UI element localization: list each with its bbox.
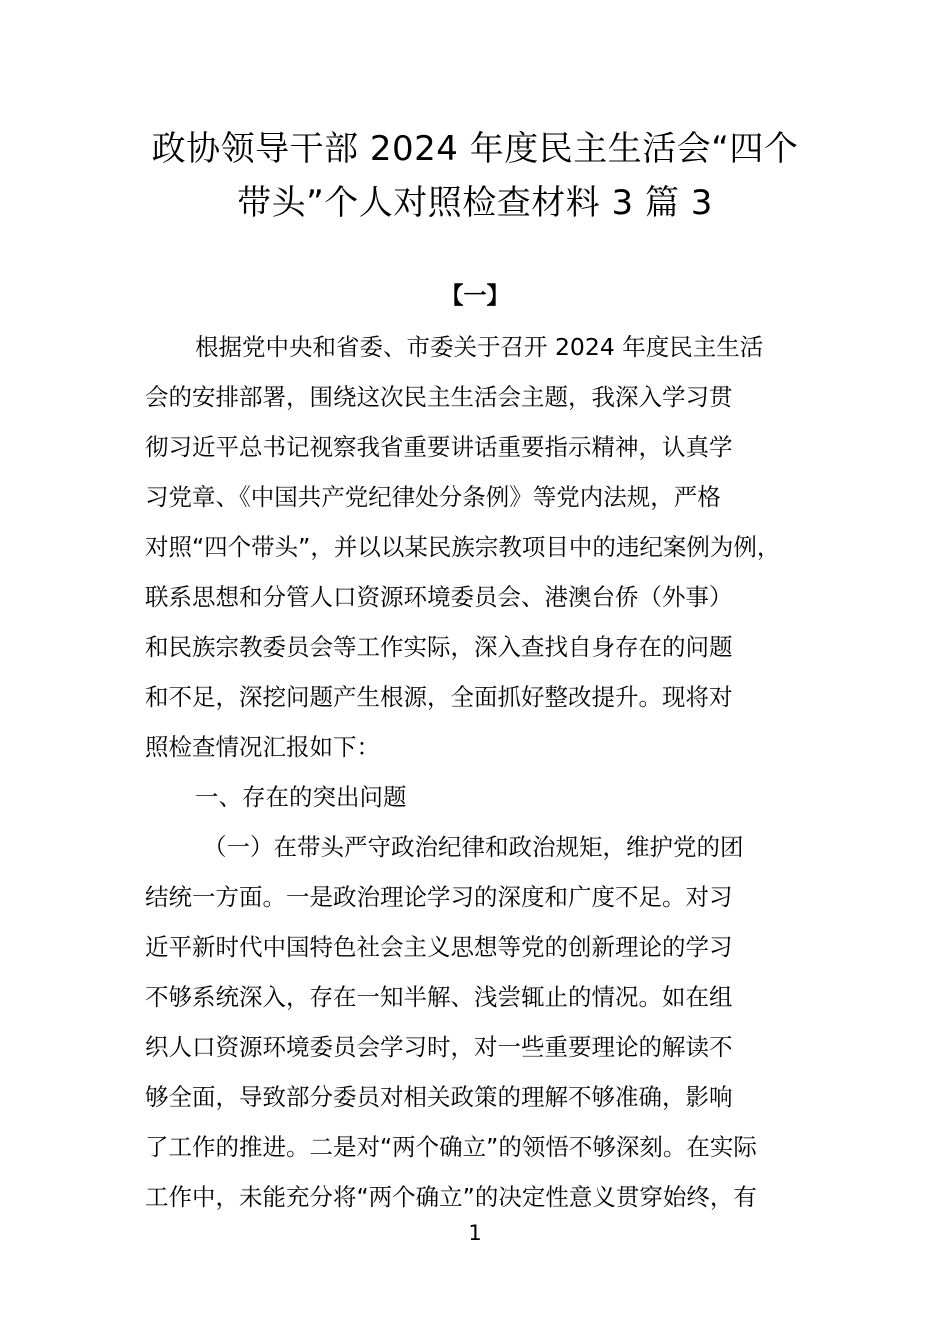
paragraph-line: 习党章、《中国共产党纪律处分条例》等党内法规，严格 xyxy=(145,483,721,511)
paragraph-line: 和民族宗教委员会等工作实际，深入查找自身存在的问题 xyxy=(145,633,733,661)
subsection-line: 近平新时代中国特色社会主义思想等党的创新理论的学习 xyxy=(145,933,733,961)
paragraph-line: 对照“四个带头”，并以以某民族宗教项目中的违纪案例为例， xyxy=(145,533,781,561)
section-heading: 【一】 xyxy=(440,283,510,309)
paragraph-line: 彻习近平总书记视察我省重要讲话重要指示精神，认真学 xyxy=(145,433,733,461)
paragraph-line: 照检查情况汇报如下： xyxy=(145,733,380,761)
subsection-line: 够全面，导致部分委员对相关政策的理解不够准确，影响 xyxy=(145,1083,733,1111)
paragraph-line: 联系思想和分管人口资源环境委员会、港澳台侨（外事） xyxy=(145,583,733,611)
subsection-line: （一）在带头严守政治纪律和政治规矩，维护党的团 xyxy=(203,833,744,861)
document-title xyxy=(120,122,830,230)
document-body xyxy=(145,322,845,1222)
title-line-1: 政协领导干部 2024 年度民主生活会“四个 xyxy=(151,129,799,169)
subsection-line: 工作中，未能充分将“两个确立”的决定性意义贯穿始终，有 xyxy=(145,1183,757,1211)
subsection-line: 不够系统深入，存在一知半解、浅尝辄止的情况。如在组 xyxy=(145,983,733,1011)
subsection-line: 了工作的推进。二是对“两个确立”的领悟不够深刻。在实际 xyxy=(145,1133,757,1161)
paragraph-line: 根据党中央和省委、市委关于召开 2024 年度民主生活 xyxy=(195,333,764,361)
subheading: 一、存在的突出问题 xyxy=(195,783,407,811)
subsection-line: 织人口资源环境委员会学习时，对一些重要理论的解读不 xyxy=(145,1033,733,1061)
subsection-line: 结统一方面。一是政治理论学习的深度和广度不足。对习 xyxy=(145,883,733,911)
paragraph-line: 会的安排部署，围绕这次民主生活会主题，我深入学习贯 xyxy=(145,383,733,411)
title-line-2: 带头”个人对照检查材料 3 篇 3 xyxy=(237,183,713,223)
page-number: 1 xyxy=(468,1221,482,1245)
paragraph-line: 和不足，深挖问题产生根源，全面抓好整改提升。现将对 xyxy=(145,683,733,711)
